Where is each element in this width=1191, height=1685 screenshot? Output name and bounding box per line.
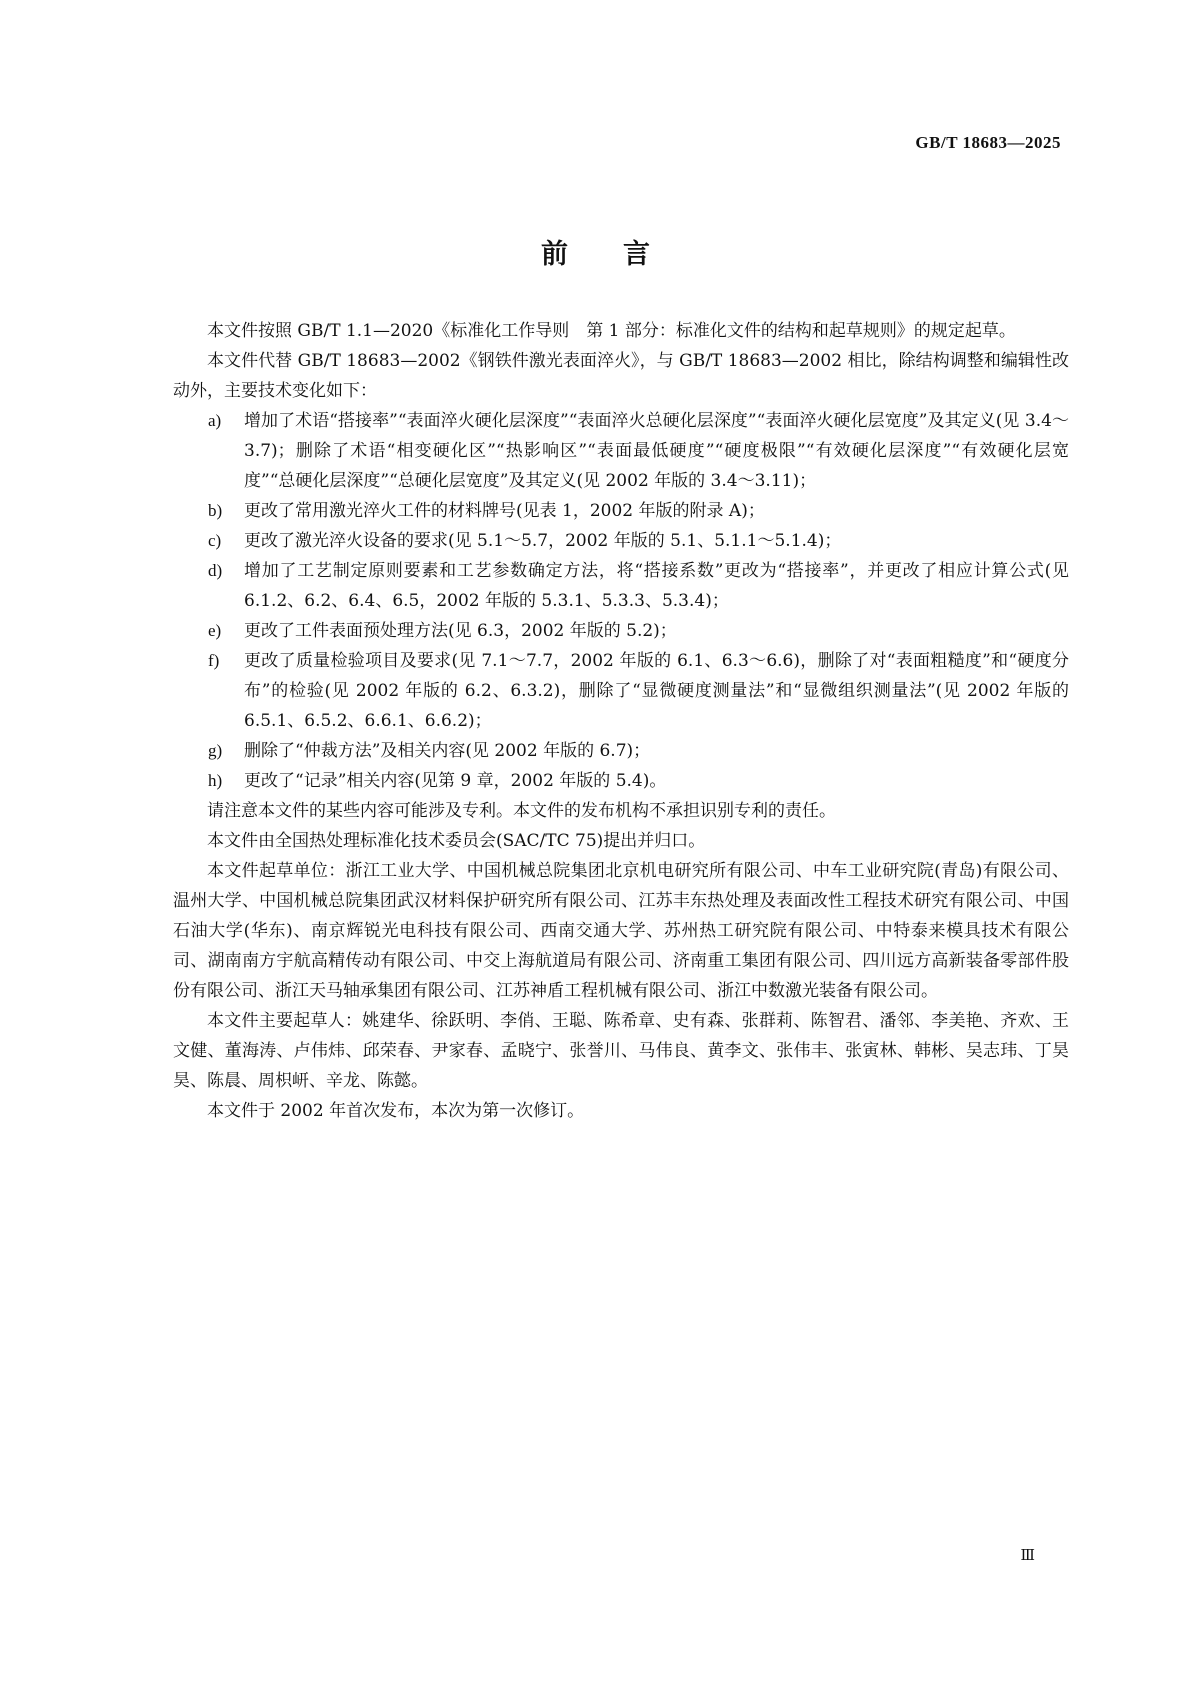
list-item [173,616,1069,646]
list-item-text: 增加了术语“搭接率”“表面淬火硬化层深度”“表面淬火总硬化层深度”“表面淬火硬化层宽度”及其定义(见 3.4～3.7)；删除了术语“相变硬化区”“热影响区”“表面最低硬度”“硬度极限”“有效硬化层深度”“有效硬化层宽度”“总硬化层深度”“总硬化层宽度”及其定义(见 2002 年版的 3.4～3.11)； [244,411,1069,491]
list-item [173,736,1069,766]
list-marker: a) [208,411,222,430]
paragraph-drafting-rules: 本文件按照 GB/T 1.1—2020《标准化工作导则 第 1 部分：标准化文件的结构和起草规则》的规定起草。 [207,321,1016,341]
paragraph-proposer: 本文件由全国热处理标准化技术委员会(SAC/TC 75)提出并归口。 [207,831,706,851]
list-marker: d) [208,561,223,580]
list-marker: b) [208,501,223,520]
paragraph-drafters: 本文件主要起草人：姚建华、徐跃明、李俏、王聪、陈希章、史有森、张群莉、陈智君、潘邻、李美艳、齐欢、王文健、董海涛、卢伟炜、邱荣春、尹家春、孟晓宁、张誉川、马伟良、黄李文、张伟丰、张寅林、韩彬、吴志玮、丁昊昊、陈晨、周枳岍、辛龙、陈懿。 [173,1011,1069,1091]
list-item [173,646,1069,736]
list-item-text: 增加了工艺制定原则要素和工艺参数确定方法，将“搭接系数”更改为“搭接率”，并更改了相应计算公式(见 6.1.2、6.2、6.4、6.5，2002 年版的 5.3.1、5.3.3、5.3.4)； [244,561,1069,611]
page-title-char-2: 言 [623,239,650,270]
list-item-text: 删除了“仲裁方法”及相关内容(见 2002 年版的 6.7)； [244,741,651,761]
paragraph-replacement: 本文件代替 GB/T 18683—2002《钢铁件激光表面淬火》，与 GB/T 18683—2002 相比，除结构调整和编辑性改动外，主要技术变化如下： [173,351,1069,401]
page-title-char-1: 前 [541,239,568,270]
list-marker: c) [208,531,222,550]
list-marker: h) [208,771,223,790]
paragraph-drafting-units: 本文件起草单位：浙江工业大学、中国机械总院集团北京机电研究所有限公司、中车工业研究院(青岛)有限公司、温州大学、中国机械总院集团武汉材料保护研究所有限公司、江苏丰东热处理及表面改性工程技术研究有限公司、中国石油大学(华东)、南京辉锐光电科技有限公司、西南交通大学、苏州热工研究院有限公司、中特泰来模具技术有限公司、湖南南方宇航高精传动有限公司、中交上海航道局有限公司、济南重工集团有限公司、四川远方高新装备零部件股份有限公司、浙江天马轴承集团有限公司、江苏神盾工程机械有限公司、浙江中数激光装备有限公司。 [173,861,1069,1001]
page-title [0,232,1191,271]
list-marker: g) [208,741,223,760]
list-marker: e) [208,621,222,640]
list-item-text: 更改了激光淬火设备的要求(见 5.1～5.7，2002 年版的 5.1、5.1.1～5.1.4)； [244,531,842,551]
list-item [173,496,1069,526]
list-marker: f) [208,651,220,670]
changes-list [173,406,1069,796]
list-item [173,556,1069,616]
list-item-text: 更改了“记录”相关内容(见第 9 章，2002 年版的 5.4)。 [244,771,667,791]
standard-code: GB/T 18683—2025 [915,133,1061,152]
list-item [173,526,1069,556]
list-item-text: 更改了质量检验项目及要求(见 7.1～7.7，2002 年版的 6.1、6.3～6.6)，删除了对“表面粗糙度”和“硬度分布”的检验(见 2002 年版的 6.2、6.3.2)，删除了“显微硬度测量法”和“显微组织测量法”(见 2002 年版的 6.5.1、6.5.2、6.6.1、6.6.2)； [244,651,1069,731]
page-number: Ⅲ [1020,1548,1035,1564]
foreword-body [173,316,1069,1126]
list-item [173,406,1069,496]
paragraph-patent-notice: 请注意本文件的某些内容可能涉及专利。本文件的发布机构不承担识别专利的责任。 [207,801,836,821]
list-item-text: 更改了常用激光淬火工件的材料牌号(见表 1，2002 年版的附录 A)； [244,501,765,521]
paragraph-publication-history: 本文件于 2002 年首次发布，本次为第一次修订。 [207,1101,585,1121]
list-item-text: 更改了工件表面预处理方法(见 6.3，2002 年版的 5.2)； [244,621,677,641]
list-item [173,766,1069,796]
